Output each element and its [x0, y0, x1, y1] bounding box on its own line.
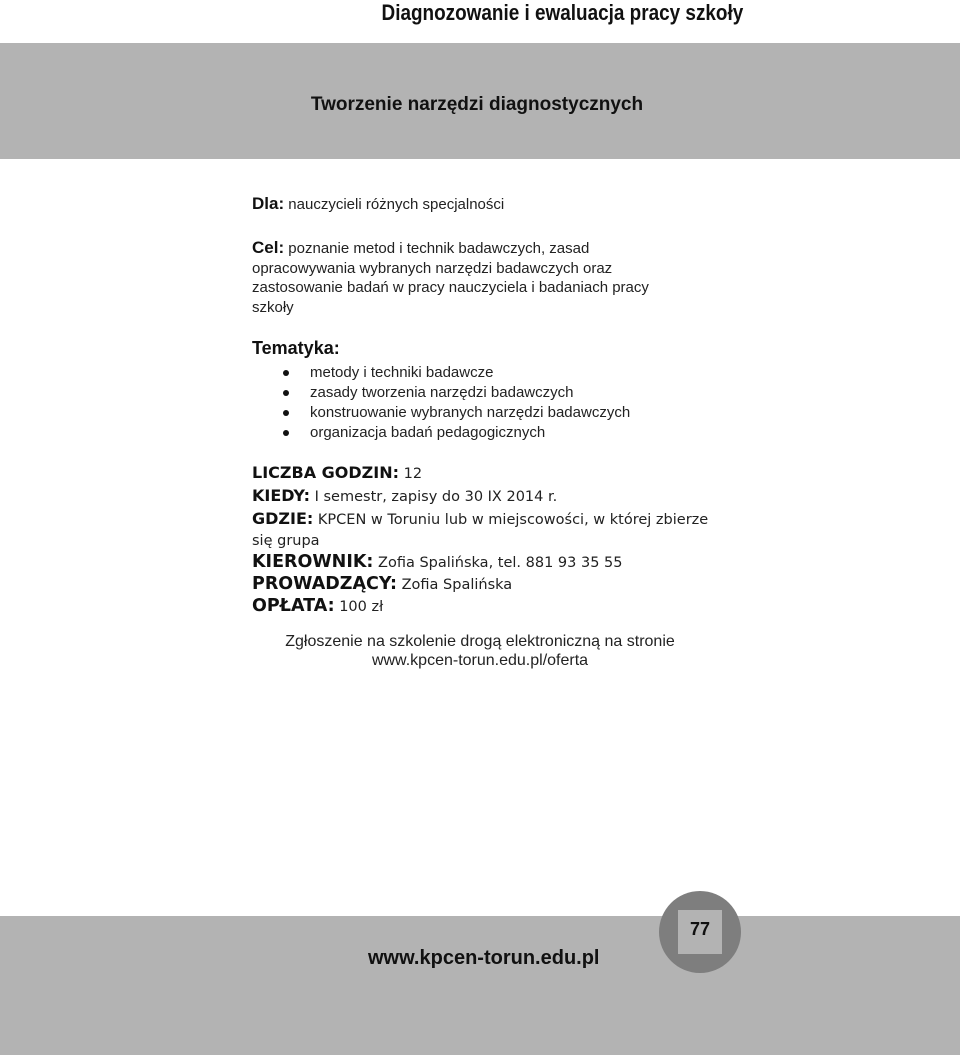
- bullet-icon: [283, 390, 289, 396]
- list-item: [252, 383, 712, 403]
- audience-section: [252, 194, 712, 215]
- signup-link[interactable]: www.kpcen-torun.edu.pl/oferta: [371, 652, 589, 669]
- leader-value: Zofia Spalińska: [401, 577, 513, 593]
- course-info: [252, 462, 712, 618]
- goal-label: Cel:: [252, 238, 285, 257]
- manager-row: [252, 552, 712, 574]
- manager-label: KIEROWNIK:: [252, 552, 374, 572]
- when-row: [252, 485, 712, 508]
- signup-text: Zgłoszenie na szkolenie drogą elektroniczną na stronie: [285, 633, 675, 650]
- footer-website-link[interactable]: www.kpcen-torun.edu.pl: [368, 947, 600, 969]
- leader-row: [252, 574, 712, 596]
- fee-label: OPŁATA:: [252, 596, 335, 616]
- list-item: [252, 403, 712, 423]
- bullet-icon: [283, 430, 289, 436]
- where-label: GDZIE:: [252, 509, 314, 528]
- topics-section: [252, 338, 712, 443]
- goal-section: [252, 238, 692, 317]
- topic-text: konstruowanie wybranych narzędzi badawczych: [310, 404, 631, 421]
- leader-label: PROWADZĄCY:: [252, 574, 397, 594]
- topics-label: Tematyka:: [252, 338, 340, 358]
- where-row: [252, 508, 712, 552]
- list-item: [252, 423, 712, 443]
- audience-label: Dla:: [252, 194, 285, 213]
- fee-row: [252, 596, 712, 618]
- topic-text: metody i techniki badawcze: [310, 364, 494, 381]
- audience-value: nauczycieli różnych specjalności: [288, 196, 505, 213]
- manager-value: Zofia Spalińska, tel. 881 93 35 55: [378, 555, 623, 571]
- list-item: [252, 363, 712, 383]
- bullet-icon: [283, 370, 289, 376]
- hours-row: [252, 462, 712, 485]
- bullet-icon: [283, 410, 289, 416]
- when-value: I semestr, zapisy do 30 IX 2014 r.: [314, 489, 558, 505]
- goal-value: poznanie metod i technik badawczych, zasad opracowywania wybranych narzędzi badawczych oraz zastosowanie badań w pracy nauczyciela i badaniach pracy szkoły: [252, 240, 649, 316]
- topic-text: organizacja badań pedagogicznych: [310, 424, 546, 441]
- when-label: KIEDY:: [252, 486, 310, 505]
- footer-banner: [0, 916, 960, 1055]
- hours-value: 12: [403, 466, 423, 482]
- where-value: KPCEN w Toruniu lub w miejscowości, w której zbierze się grupa: [252, 512, 709, 549]
- hours-label: LICZBA GODZIN:: [252, 463, 399, 482]
- signup-note: [250, 632, 710, 670]
- fee-value: 100 zł: [339, 599, 384, 615]
- course-title: Tworzenie narzędzi diagnostycznych: [310, 94, 644, 115]
- topic-text: zasady tworzenia narzędzi badawczych: [310, 384, 574, 401]
- page-number: 77: [678, 910, 722, 954]
- document-header-title: Diagnozowanie i ewaluacja pracy szkoły: [381, 0, 744, 25]
- topics-list: [252, 363, 712, 443]
